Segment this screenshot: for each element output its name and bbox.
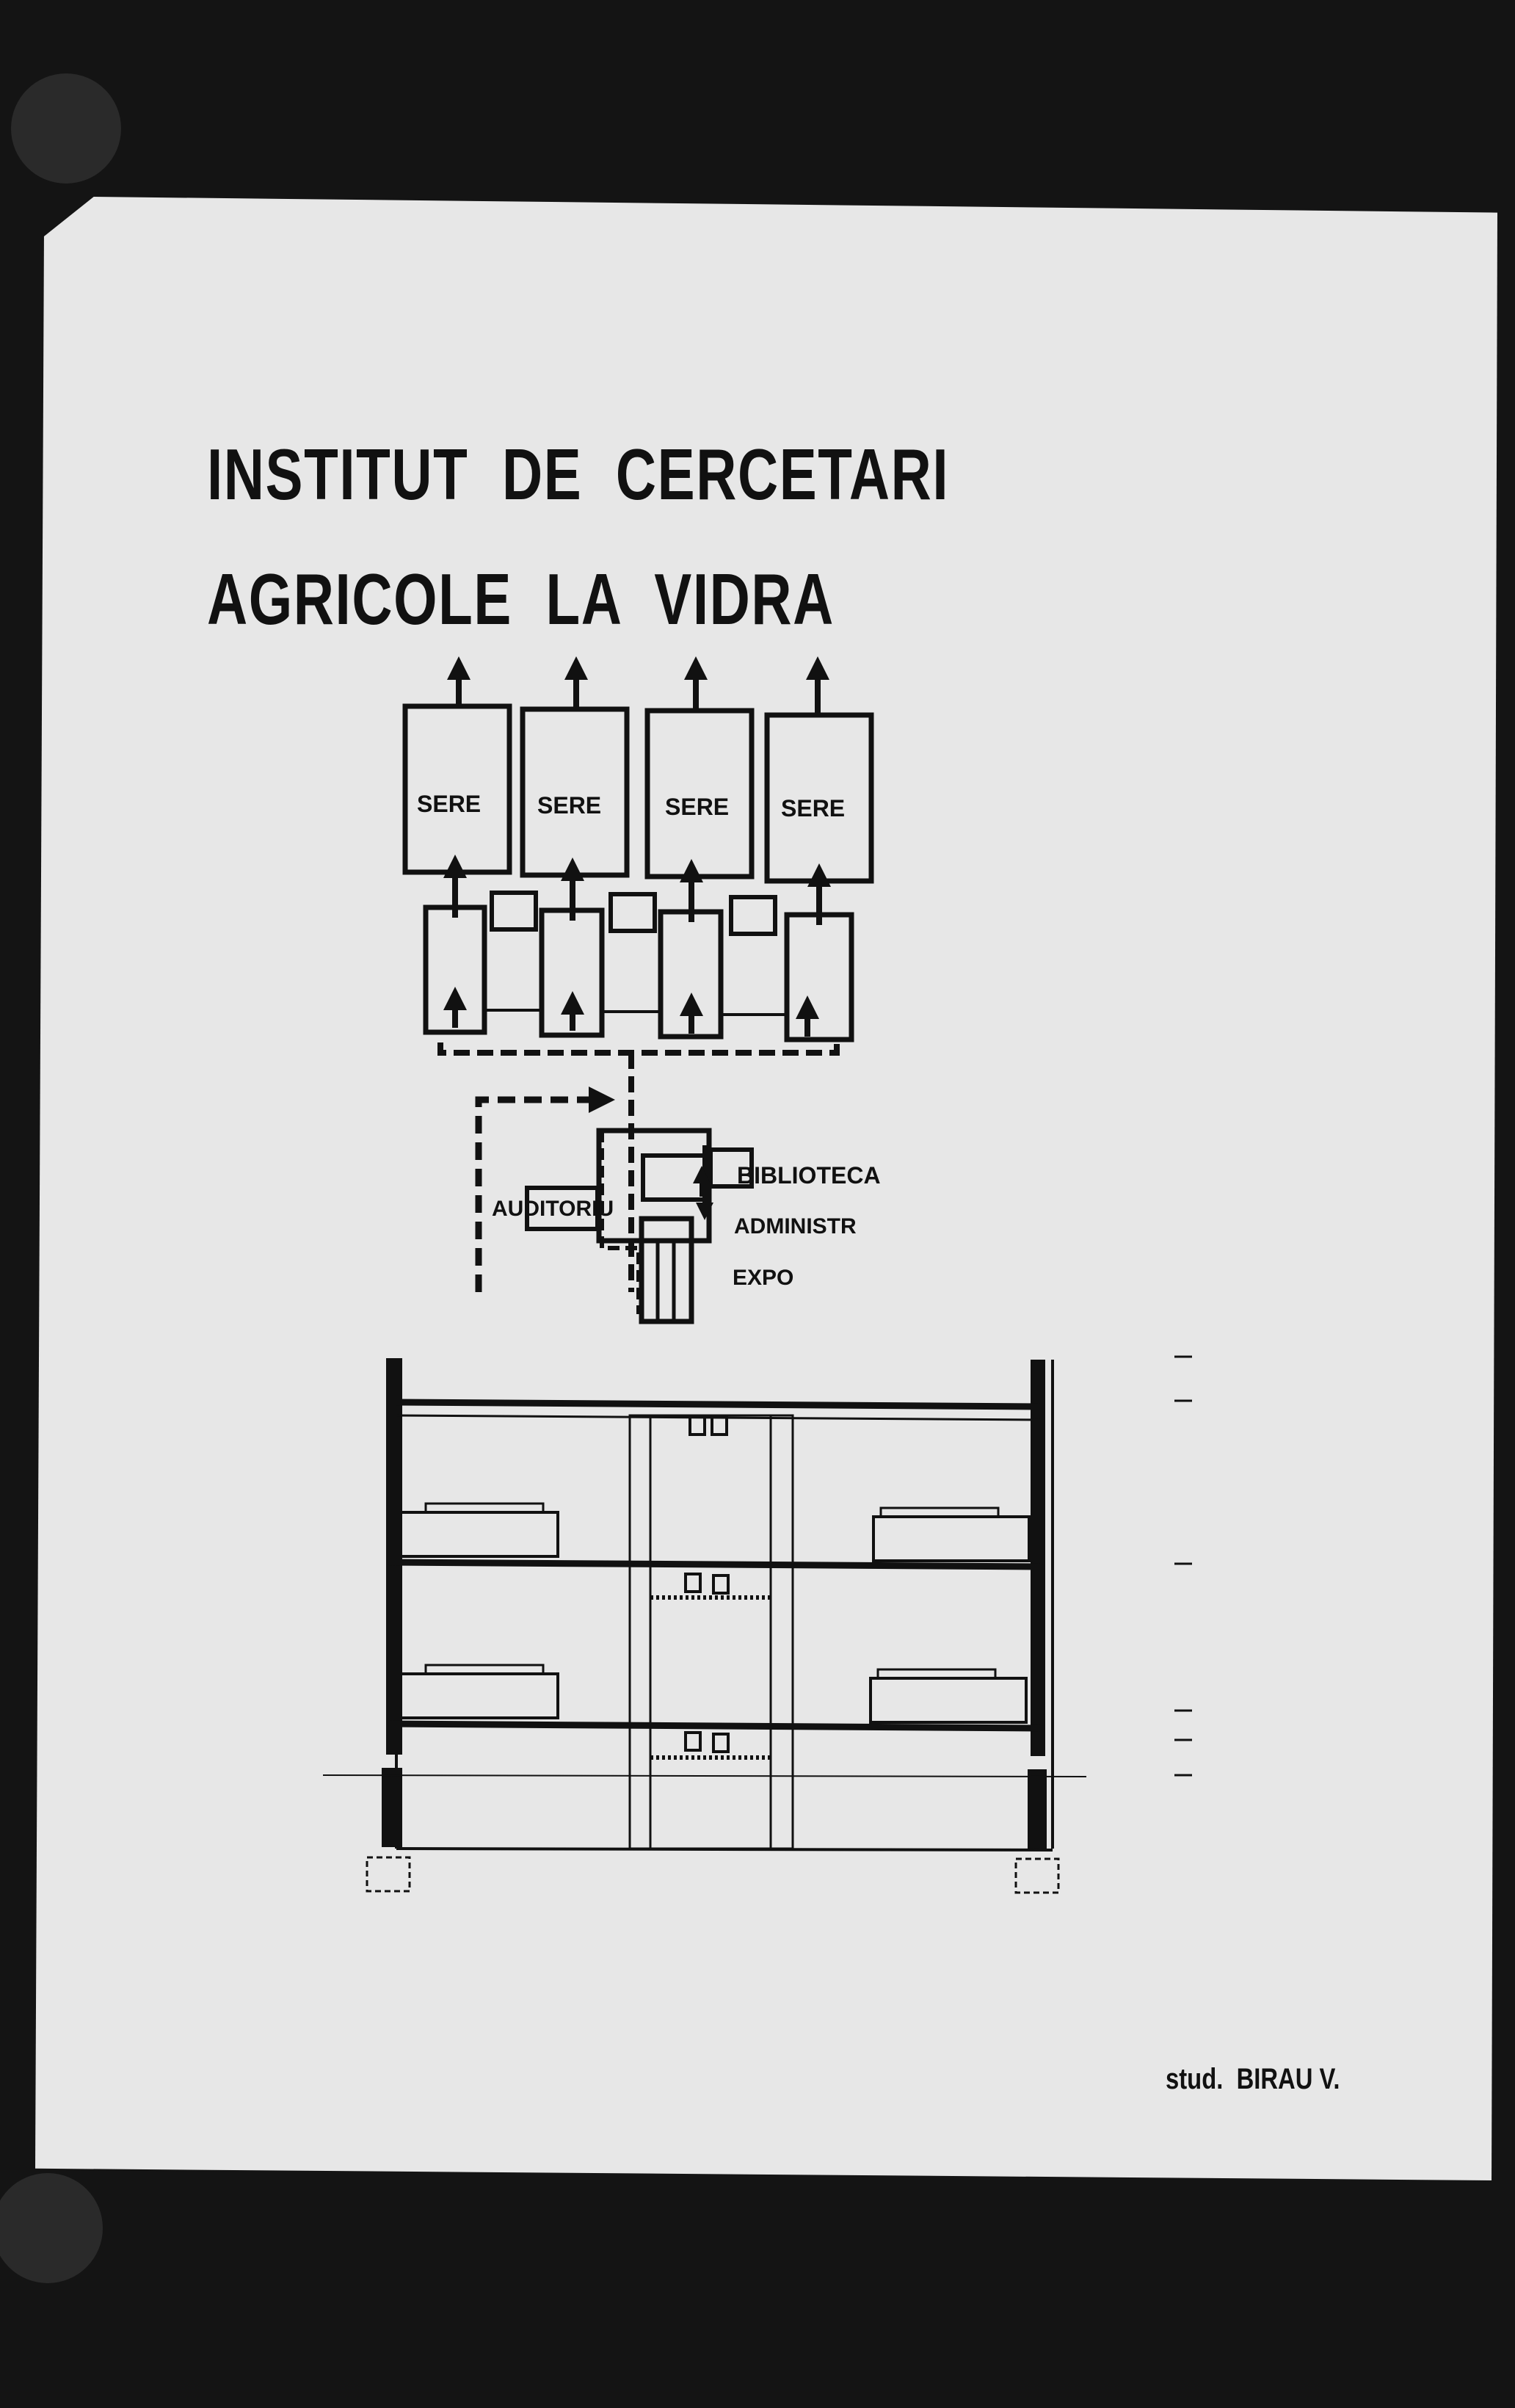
auditoriu-label: AUDITORIU — [492, 1197, 614, 1221]
expo-label: EXPO — [733, 1266, 794, 1290]
greenhouse-label-2: SERE — [537, 792, 602, 819]
student-signature: stud. BIRAU V. — [1166, 2063, 1340, 2095]
building-section — [323, 1357, 1192, 1893]
administr-label: ADMINISTR — [734, 1214, 857, 1239]
lab-box-4 — [787, 915, 851, 1040]
greenhouse-box-1 — [405, 706, 509, 872]
greenhouse-label-4: SERE — [781, 795, 846, 822]
title-line-2: AGRICOLE LA VIDRA — [207, 559, 835, 639]
biblioteca-label: BIBLIOTECA — [737, 1162, 881, 1189]
greenhouse-label-1: SERE — [417, 791, 482, 817]
title-line-1: INSTITUT DE CERCETARI — [207, 434, 950, 515]
greenhouse-label-3: SERE — [665, 794, 730, 820]
